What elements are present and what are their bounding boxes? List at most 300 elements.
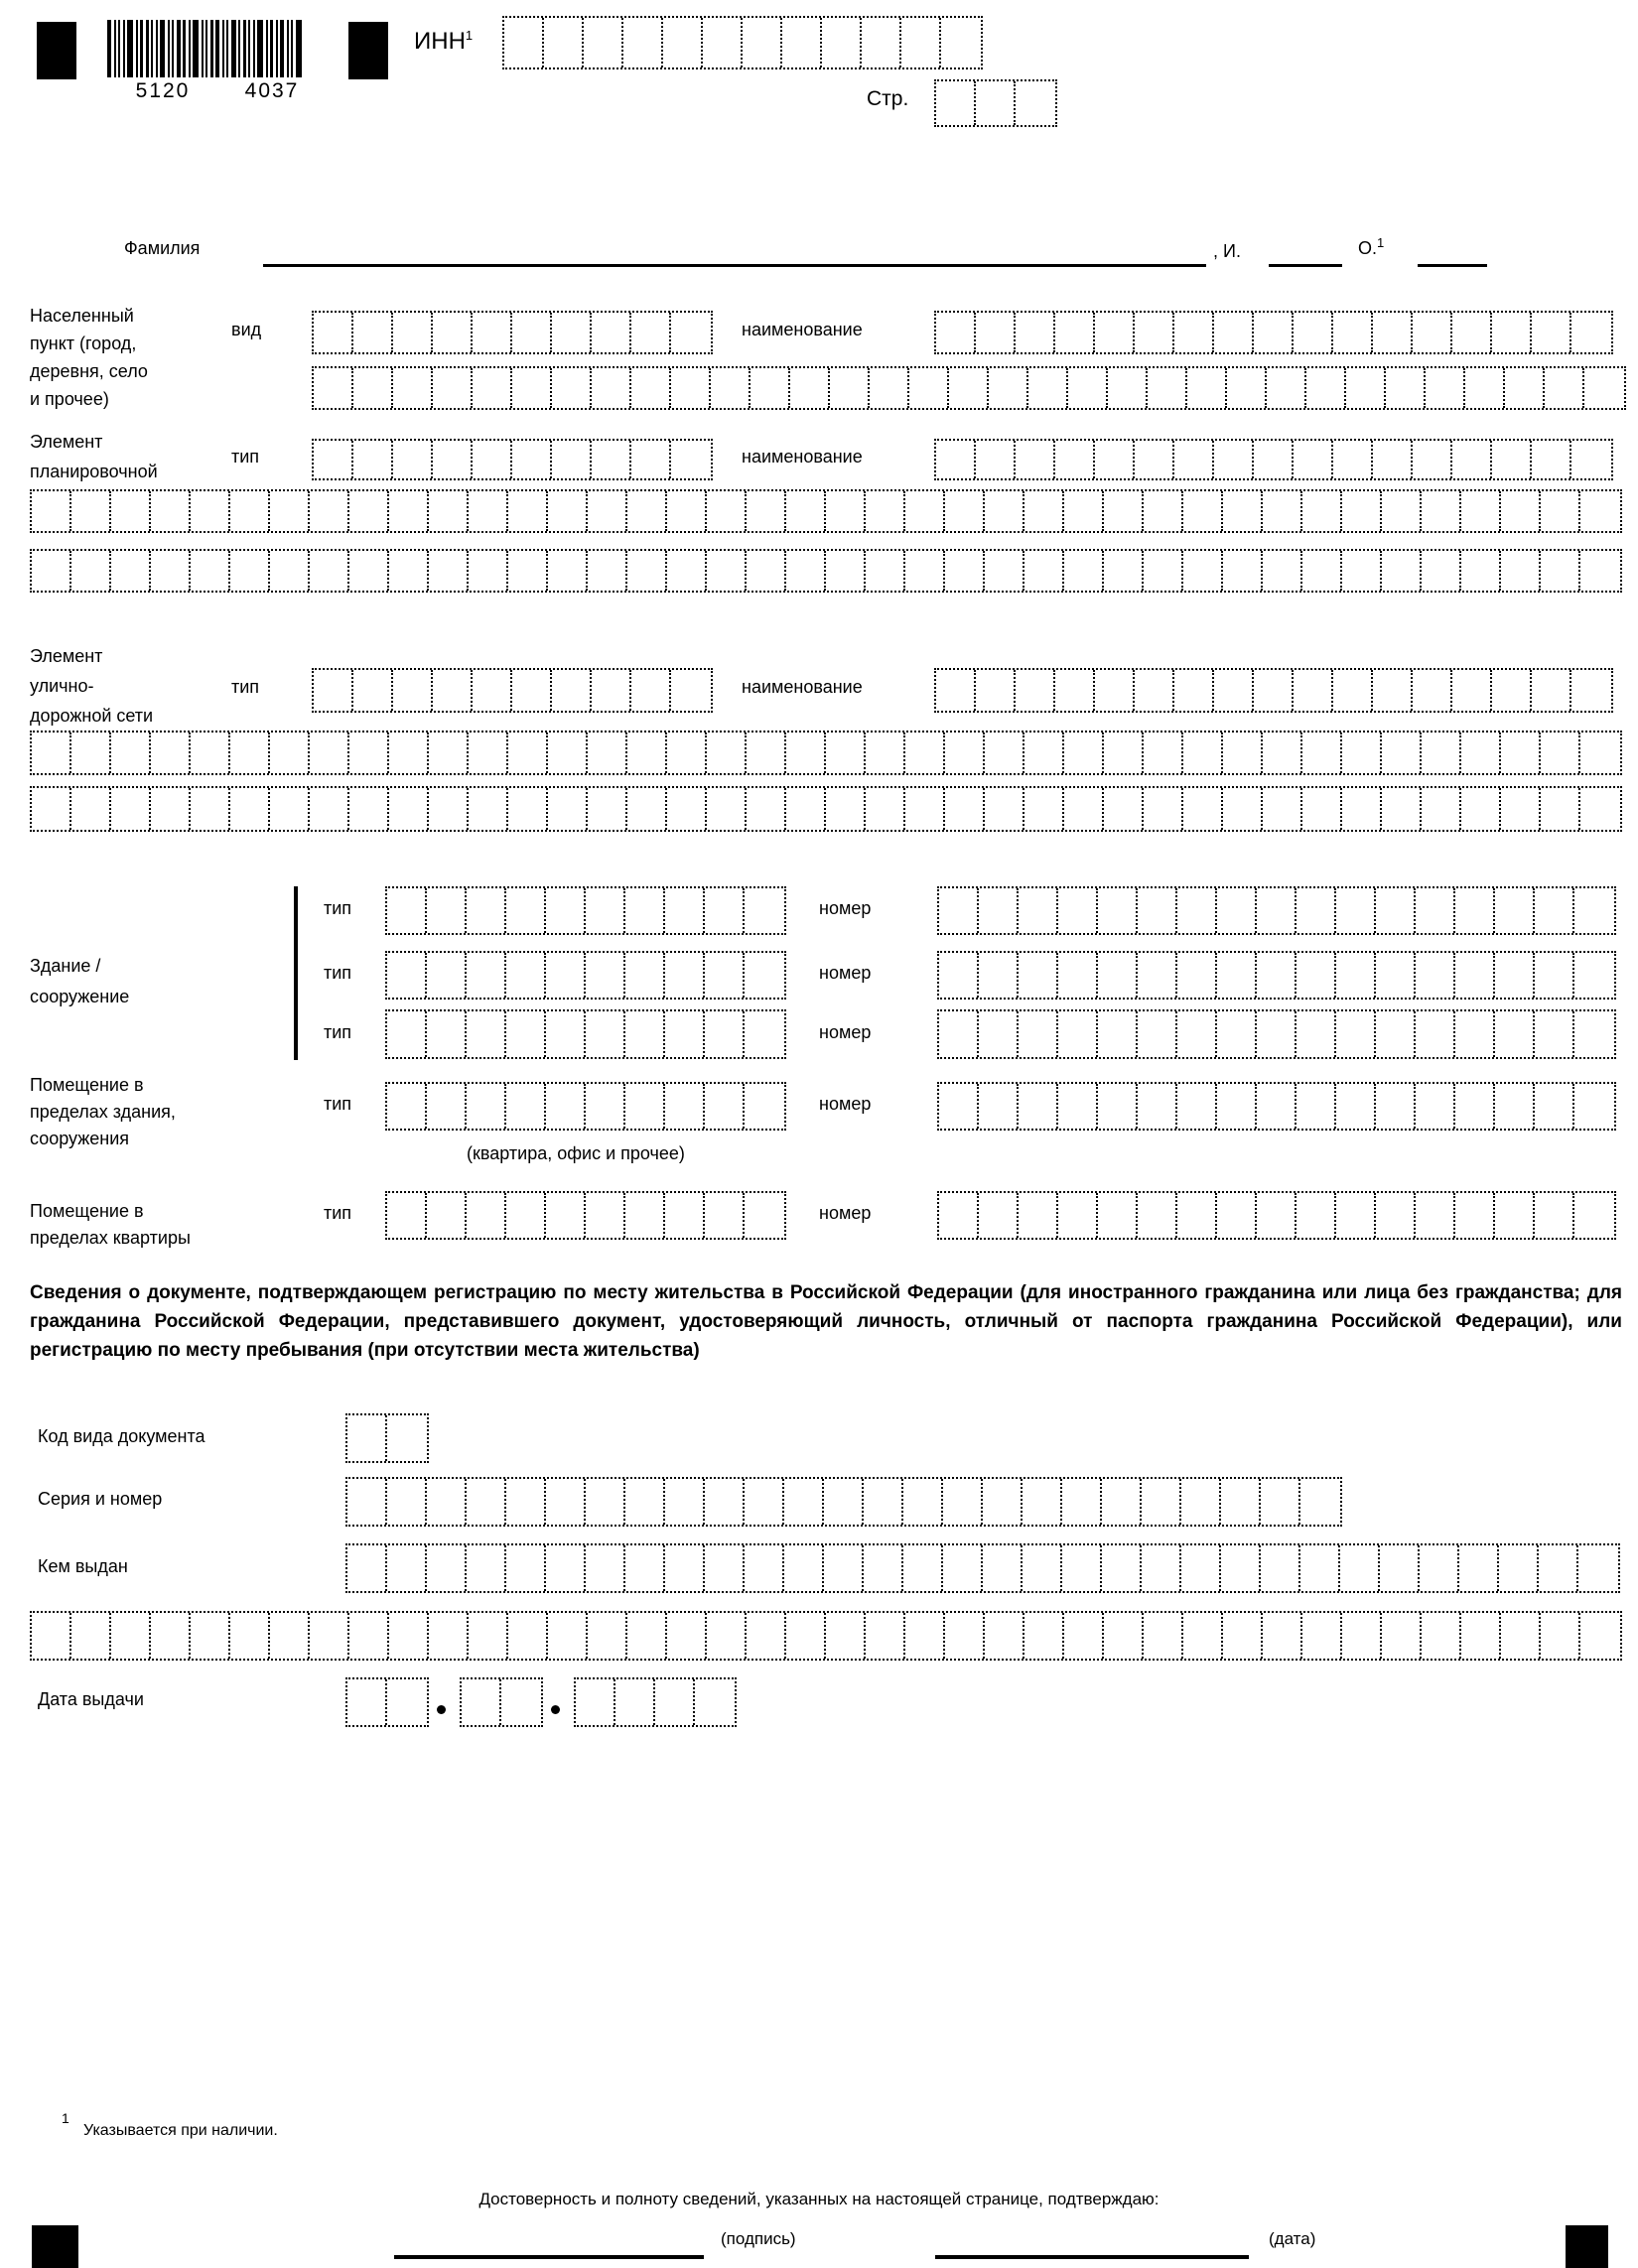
planning-cont2-cells-cell[interactable] <box>826 551 866 591</box>
premises-flat-num-cells-cell[interactable] <box>1177 1193 1217 1238</box>
doc-cont-cells-cell[interactable] <box>1422 1613 1461 1659</box>
doc-issuer-cells-cell[interactable] <box>1261 1545 1300 1591</box>
planning-cont2-cells-cell[interactable] <box>1422 551 1461 591</box>
planning-cont2-cells-cell[interactable] <box>429 551 469 591</box>
building-num1-cells-cell[interactable] <box>1574 888 1614 933</box>
planning-cont2-cells-cell[interactable] <box>310 551 349 591</box>
doc-issuer-cells-cell[interactable] <box>705 1545 745 1591</box>
street-cont1-cells-cell[interactable] <box>469 733 508 773</box>
street-cont1-cells-cell[interactable] <box>866 733 905 773</box>
inn-cells-cell[interactable] <box>663 18 703 67</box>
settlement-cont-cells-cell[interactable] <box>393 368 433 408</box>
premises-flat-num-cells-cell[interactable] <box>939 1193 979 1238</box>
planning-cont2-cells-cell[interactable] <box>588 551 627 591</box>
doc-cont-cells-cell[interactable] <box>310 1613 349 1659</box>
planning-tip-cells-cell[interactable] <box>314 441 353 478</box>
doc-series-cells-cell[interactable] <box>1023 1479 1062 1525</box>
doc-issuer-cells-cell[interactable] <box>467 1545 506 1591</box>
doc-cont-cells-cell[interactable] <box>1580 1613 1620 1659</box>
doc-cont-cells-cell[interactable] <box>747 1613 786 1659</box>
doc-series-cells-cell[interactable] <box>546 1479 586 1525</box>
premises-flat-num-cells-cell[interactable] <box>1217 1193 1257 1238</box>
planning-cont1-cells-cell[interactable] <box>1223 491 1263 531</box>
street-tip-cells-cell[interactable] <box>393 670 433 711</box>
doc-cont-cells-cell[interactable] <box>1144 1613 1183 1659</box>
doc-cont-cells-cell[interactable] <box>627 1613 667 1659</box>
str-cells-cell[interactable] <box>976 81 1016 125</box>
doc-series-cells-cell[interactable] <box>427 1479 467 1525</box>
planning-cont1-cells-cell[interactable] <box>469 491 508 531</box>
street-tip-cells[interactable] <box>312 668 713 713</box>
street-cont1-cells-cell[interactable] <box>230 733 270 773</box>
planning-cont2-cells-cell[interactable] <box>1024 551 1064 591</box>
settlement-vid-cells-cell[interactable] <box>433 313 473 352</box>
building-tip1-cells-cell[interactable] <box>625 888 665 933</box>
inn-cells-cell[interactable] <box>862 18 901 67</box>
planning-cont1-cells[interactable] <box>30 489 1622 533</box>
doc-cont-cells-cell[interactable] <box>786 1613 826 1659</box>
signature-input-line[interactable] <box>394 2255 704 2259</box>
building-num3-cells-cell[interactable] <box>1535 1011 1574 1057</box>
doc-series-cells-cell[interactable] <box>665 1479 705 1525</box>
street-cont2-cells-cell[interactable] <box>1223 788 1263 830</box>
planning-cont2-cells-cell[interactable] <box>1342 551 1382 591</box>
settlement-cont-cells-cell[interactable] <box>1148 368 1187 408</box>
street-cont2-cells-cell[interactable] <box>905 788 945 830</box>
doc-series-cells-cell[interactable] <box>1102 1479 1142 1525</box>
planning-cont1-cells-cell[interactable] <box>191 491 230 531</box>
building-num1-cells-cell[interactable] <box>1535 888 1574 933</box>
building-tip2-cells-cell[interactable] <box>546 953 586 998</box>
planning-tip-cells-cell[interactable] <box>552 441 592 478</box>
settlement-cont-cells-cell[interactable] <box>433 368 473 408</box>
planning-name-cells-cell[interactable] <box>1016 441 1055 478</box>
street-tip-cells-cell[interactable] <box>314 670 353 711</box>
street-cont1-cells-cell[interactable] <box>1580 733 1620 773</box>
doc-issuer-cells-cell[interactable] <box>1221 1545 1261 1591</box>
street-name-cells-cell[interactable] <box>1016 670 1055 711</box>
doc-series-cells-cell[interactable] <box>864 1479 903 1525</box>
planning-cont2-cells-cell[interactable] <box>866 551 905 591</box>
street-cont1-cells-cell[interactable] <box>429 733 469 773</box>
building-num2-cells-cell[interactable] <box>1336 953 1376 998</box>
street-cont2-cells-cell[interactable] <box>1422 788 1461 830</box>
street-name-cells-cell[interactable] <box>1095 670 1135 711</box>
premises-building-tip-cells-cell[interactable] <box>665 1084 705 1129</box>
premises-flat-num-cells-cell[interactable] <box>1535 1193 1574 1238</box>
doc-series-cells-cell[interactable] <box>1261 1479 1300 1525</box>
building-tip3-cells-cell[interactable] <box>427 1011 467 1057</box>
settlement-name-cells-cell[interactable] <box>1492 313 1532 352</box>
street-name-cells-cell[interactable] <box>1373 670 1413 711</box>
settlement-name-cells-cell[interactable] <box>936 313 976 352</box>
premises-building-num-cells-cell[interactable] <box>979 1084 1019 1129</box>
planning-name-cells-cell[interactable] <box>1294 441 1333 478</box>
doc-cont-cells-cell[interactable] <box>985 1613 1024 1659</box>
planning-name-cells-cell[interactable] <box>1413 441 1452 478</box>
doc-issuer-cells-cell[interactable] <box>983 1545 1023 1591</box>
doc-issuer-cells-cell[interactable] <box>1380 1545 1420 1591</box>
issue-date-year-cells-cell[interactable] <box>695 1679 735 1725</box>
doc-issuer-cells-cell[interactable] <box>1142 1545 1181 1591</box>
planning-cont1-cells-cell[interactable] <box>1382 491 1422 531</box>
street-cont1-cells-cell[interactable] <box>1541 733 1580 773</box>
premises-building-num-cells-cell[interactable] <box>1495 1084 1535 1129</box>
building-num2-cells-cell[interactable] <box>1574 953 1614 998</box>
settlement-cont-cells-cell[interactable] <box>790 368 830 408</box>
doc-cont-cells-cell[interactable] <box>1024 1613 1064 1659</box>
settlement-cont-cells-cell[interactable] <box>592 368 631 408</box>
planning-cont2-cells-cell[interactable] <box>1104 551 1144 591</box>
street-cont2-cells-cell[interactable] <box>1144 788 1183 830</box>
building-num3-cells-cell[interactable] <box>1416 1011 1455 1057</box>
street-cont2-cells-cell[interactable] <box>866 788 905 830</box>
street-name-cells-cell[interactable] <box>1492 670 1532 711</box>
settlement-cont-cells-cell[interactable] <box>1267 368 1306 408</box>
street-cont2-cells-cell[interactable] <box>1461 788 1501 830</box>
doc-cont-cells-cell[interactable] <box>548 1613 588 1659</box>
street-cont2-cells-cell[interactable] <box>1501 788 1541 830</box>
street-cont2-cells-cell[interactable] <box>111 788 151 830</box>
doc-cont-cells-cell[interactable] <box>1302 1613 1342 1659</box>
street-cont1-cells-cell[interactable] <box>1263 733 1302 773</box>
doc-series-cells-cell[interactable] <box>1142 1479 1181 1525</box>
settlement-cont-cells-cell[interactable] <box>1584 368 1624 408</box>
building-tip3-cells-cell[interactable] <box>506 1011 546 1057</box>
settlement-cont-cells-cell[interactable] <box>552 368 592 408</box>
planning-cont2-cells-cell[interactable] <box>747 551 786 591</box>
planning-cont2-cells-cell[interactable] <box>349 551 389 591</box>
settlement-name-cells-cell[interactable] <box>1174 313 1214 352</box>
street-cont1-cells-cell[interactable] <box>905 733 945 773</box>
doc-series-cells-cell[interactable] <box>784 1479 824 1525</box>
doc-issuer-cells-cell[interactable] <box>1062 1545 1102 1591</box>
building-num2-cells-cell[interactable] <box>1217 953 1257 998</box>
premises-building-tip-cells-cell[interactable] <box>467 1084 506 1129</box>
doc-issuer-cells-cell[interactable] <box>1102 1545 1142 1591</box>
doc-cont-cells-cell[interactable] <box>389 1613 429 1659</box>
building-tip1-cells-cell[interactable] <box>546 888 586 933</box>
doc-issuer-cells-cell[interactable] <box>347 1545 387 1591</box>
planning-name-cells-cell[interactable] <box>1254 441 1294 478</box>
doc-series-cells[interactable] <box>345 1477 1342 1527</box>
street-cont2-cells-cell[interactable] <box>1104 788 1144 830</box>
building-num2-cells-cell[interactable] <box>1177 953 1217 998</box>
doc-series-cells-cell[interactable] <box>1062 1479 1102 1525</box>
doc-cont-cells-cell[interactable] <box>707 1613 747 1659</box>
premises-building-tip-cells-cell[interactable] <box>506 1084 546 1129</box>
first-initial-input-line[interactable] <box>1269 264 1342 267</box>
planning-name-cells-cell[interactable] <box>1135 441 1174 478</box>
premises-building-num-cells-cell[interactable] <box>1535 1084 1574 1129</box>
planning-name-cells-cell[interactable] <box>1492 441 1532 478</box>
street-cont1-cells-cell[interactable] <box>945 733 985 773</box>
street-name-cells-cell[interactable] <box>1413 670 1452 711</box>
street-cont2-cells-cell[interactable] <box>230 788 270 830</box>
doc-code-cells-cell[interactable] <box>387 1415 427 1461</box>
building-tip1-cells-cell[interactable] <box>387 888 427 933</box>
premises-flat-num-cells-cell[interactable] <box>1376 1193 1416 1238</box>
building-num1-cells-cell[interactable] <box>939 888 979 933</box>
street-cont2-cells-cell[interactable] <box>1064 788 1104 830</box>
street-name-cells-cell[interactable] <box>1294 670 1333 711</box>
building-num2-cells-cell[interactable] <box>1257 953 1297 998</box>
str-cells[interactable] <box>934 79 1057 127</box>
surname-input-line[interactable] <box>263 264 1206 267</box>
building-tip3-cells-cell[interactable] <box>745 1011 784 1057</box>
street-cont1-cells-cell[interactable] <box>191 733 230 773</box>
building-num3-cells-cell[interactable] <box>1217 1011 1257 1057</box>
building-num1-cells-cell[interactable] <box>1138 888 1177 933</box>
street-tip-cells-cell[interactable] <box>473 670 512 711</box>
building-tip2-cells-cell[interactable] <box>427 953 467 998</box>
street-cont2-cells-cell[interactable] <box>1263 788 1302 830</box>
settlement-cont-cells-cell[interactable] <box>1346 368 1386 408</box>
issue-date-day-cells-cell[interactable] <box>387 1679 427 1725</box>
premises-flat-num-cells-cell[interactable] <box>1495 1193 1535 1238</box>
planning-cont2-cells-cell[interactable] <box>1263 551 1302 591</box>
premises-flat-num-cells-cell[interactable] <box>979 1193 1019 1238</box>
inn-cells[interactable] <box>502 16 983 69</box>
premises-flat-tip-cells-cell[interactable] <box>745 1193 784 1238</box>
planning-cont1-cells-cell[interactable] <box>1461 491 1501 531</box>
settlement-cont-cells-cell[interactable] <box>949 368 989 408</box>
building-tip2-cells-cell[interactable] <box>745 953 784 998</box>
street-cont1-cells-cell[interactable] <box>151 733 191 773</box>
doc-series-cells-cell[interactable] <box>824 1479 864 1525</box>
building-num3-cells[interactable] <box>937 1009 1616 1059</box>
building-num3-cells-cell[interactable] <box>1177 1011 1217 1057</box>
building-num2-cells-cell[interactable] <box>1416 953 1455 998</box>
building-tip2-cells-cell[interactable] <box>625 953 665 998</box>
doc-cont-cells-cell[interactable] <box>508 1613 548 1659</box>
inn-cells-cell[interactable] <box>901 18 941 67</box>
building-num3-cells-cell[interactable] <box>1455 1011 1495 1057</box>
street-cont2-cells-cell[interactable] <box>71 788 111 830</box>
planning-name-cells-cell[interactable] <box>1214 441 1254 478</box>
planning-cont2-cells-cell[interactable] <box>230 551 270 591</box>
settlement-cont-cells-cell[interactable] <box>314 368 353 408</box>
planning-tip-cells-cell[interactable] <box>631 441 671 478</box>
street-name-cells-cell[interactable] <box>1174 670 1214 711</box>
premises-flat-num-cells-cell[interactable] <box>1058 1193 1098 1238</box>
settlement-cont-cells-cell[interactable] <box>1227 368 1267 408</box>
premises-flat-num-cells-cell[interactable] <box>1455 1193 1495 1238</box>
doc-issuer-cells-cell[interactable] <box>1340 1545 1380 1591</box>
settlement-cont-cells-cell[interactable] <box>1068 368 1108 408</box>
inn-cells-cell[interactable] <box>584 18 623 67</box>
street-tip-cells-cell[interactable] <box>433 670 473 711</box>
street-cont1-cells-cell[interactable] <box>588 733 627 773</box>
doc-code-cells[interactable] <box>345 1413 429 1463</box>
planning-cont1-cells-cell[interactable] <box>667 491 707 531</box>
planning-cont2-cells-cell[interactable] <box>389 551 429 591</box>
street-cont2-cells-cell[interactable] <box>1580 788 1620 830</box>
planning-cont1-cells-cell[interactable] <box>548 491 588 531</box>
doc-issuer-cells[interactable] <box>345 1543 1620 1593</box>
settlement-cont-cells-cell[interactable] <box>671 368 711 408</box>
doc-cont-cells-cell[interactable] <box>469 1613 508 1659</box>
doc-cont-cells-cell[interactable] <box>111 1613 151 1659</box>
doc-series-cells-cell[interactable] <box>943 1479 983 1525</box>
doc-issuer-cells-cell[interactable] <box>943 1545 983 1591</box>
planning-cont1-cells-cell[interactable] <box>627 491 667 531</box>
building-tip2-cells-cell[interactable] <box>586 953 625 998</box>
street-cont1-cells-cell[interactable] <box>389 733 429 773</box>
planning-cont2-cells-cell[interactable] <box>270 551 310 591</box>
doc-cont-cells-cell[interactable] <box>1183 1613 1223 1659</box>
settlement-name-cells-cell[interactable] <box>1373 313 1413 352</box>
street-cont1-cells-cell[interactable] <box>1024 733 1064 773</box>
street-cont2-cells-cell[interactable] <box>1183 788 1223 830</box>
settlement-name-cells-cell[interactable] <box>1016 313 1055 352</box>
settlement-name-cells-cell[interactable] <box>1254 313 1294 352</box>
planning-name-cells-cell[interactable] <box>1532 441 1571 478</box>
premises-building-num-cells[interactable] <box>937 1082 1616 1131</box>
street-cont1-cells-cell[interactable] <box>985 733 1024 773</box>
planning-cont2-cells-cell[interactable] <box>1580 551 1620 591</box>
premises-building-num-cells-cell[interactable] <box>1019 1084 1058 1129</box>
premises-flat-num-cells-cell[interactable] <box>1297 1193 1336 1238</box>
settlement-cont-cells-cell[interactable] <box>1505 368 1545 408</box>
planning-cont2-cells-cell[interactable] <box>1064 551 1104 591</box>
planning-tip-cells[interactable] <box>312 439 713 480</box>
doc-series-cells-cell[interactable] <box>903 1479 943 1525</box>
premises-flat-num-cells-cell[interactable] <box>1336 1193 1376 1238</box>
settlement-cont-cells-cell[interactable] <box>989 368 1028 408</box>
street-cont1-cells-cell[interactable] <box>1104 733 1144 773</box>
doc-cont-cells-cell[interactable] <box>1342 1613 1382 1659</box>
doc-series-cells-cell[interactable] <box>586 1479 625 1525</box>
street-cont1-cells-cell[interactable] <box>310 733 349 773</box>
doc-cont-cells-cell[interactable] <box>349 1613 389 1659</box>
building-tip2-cells-cell[interactable] <box>665 953 705 998</box>
street-cont1-cells-cell[interactable] <box>826 733 866 773</box>
doc-cont-cells-cell[interactable] <box>945 1613 985 1659</box>
building-num3-cells-cell[interactable] <box>1297 1011 1336 1057</box>
planning-cont1-cells-cell[interactable] <box>1541 491 1580 531</box>
planning-cont1-cells-cell[interactable] <box>151 491 191 531</box>
building-tip3-cells-cell[interactable] <box>387 1011 427 1057</box>
settlement-cont-cells-cell[interactable] <box>1465 368 1505 408</box>
street-cont2-cells-cell[interactable] <box>151 788 191 830</box>
building-tip2-cells[interactable] <box>385 951 786 1000</box>
building-tip3-cells-cell[interactable] <box>586 1011 625 1057</box>
str-cells-cell[interactable] <box>1016 81 1055 125</box>
inn-cells-cell[interactable] <box>623 18 663 67</box>
building-num2-cells[interactable] <box>937 951 1616 1000</box>
settlement-name-cells-cell[interactable] <box>1214 313 1254 352</box>
premises-building-tip-cells[interactable] <box>385 1082 786 1131</box>
inn-cells-cell[interactable] <box>822 18 862 67</box>
premises-flat-num-cells-cell[interactable] <box>1574 1193 1614 1238</box>
issue-date-day-cells-cell[interactable] <box>347 1679 387 1725</box>
planning-cont2-cells-cell[interactable] <box>707 551 747 591</box>
premises-building-num-cells-cell[interactable] <box>1574 1084 1614 1129</box>
planning-cont1-cells-cell[interactable] <box>1580 491 1620 531</box>
planning-cont1-cells-cell[interactable] <box>1302 491 1342 531</box>
settlement-vid-cells[interactable] <box>312 311 713 354</box>
planning-cont2-cells-cell[interactable] <box>191 551 230 591</box>
doc-issuer-cells-cell[interactable] <box>784 1545 824 1591</box>
premises-building-num-cells-cell[interactable] <box>1058 1084 1098 1129</box>
doc-series-cells-cell[interactable] <box>625 1479 665 1525</box>
street-cont1-cells-cell[interactable] <box>32 733 71 773</box>
inn-cells-cell[interactable] <box>782 18 822 67</box>
doc-series-cells-cell[interactable] <box>506 1479 546 1525</box>
doc-cont-cells-cell[interactable] <box>32 1613 71 1659</box>
street-cont1-cells-cell[interactable] <box>349 733 389 773</box>
building-tip1-cells-cell[interactable] <box>705 888 745 933</box>
street-cont1-cells-cell[interactable] <box>508 733 548 773</box>
doc-issuer-cells-cell[interactable] <box>427 1545 467 1591</box>
doc-cont-cells-cell[interactable] <box>1541 1613 1580 1659</box>
planning-cont2-cells-cell[interactable] <box>667 551 707 591</box>
doc-series-cells-cell[interactable] <box>745 1479 784 1525</box>
planning-cont2-cells-cell[interactable] <box>1382 551 1422 591</box>
premises-flat-tip-cells-cell[interactable] <box>387 1193 427 1238</box>
building-tip2-cells-cell[interactable] <box>387 953 427 998</box>
building-num1-cells-cell[interactable] <box>1257 888 1297 933</box>
settlement-vid-cells-cell[interactable] <box>592 313 631 352</box>
building-tip1-cells-cell[interactable] <box>745 888 784 933</box>
doc-series-cells-cell[interactable] <box>1300 1479 1340 1525</box>
doc-issuer-cells-cell[interactable] <box>387 1545 427 1591</box>
street-cont1-cells-cell[interactable] <box>111 733 151 773</box>
planning-cont1-cells-cell[interactable] <box>1144 491 1183 531</box>
street-cont1-cells-cell[interactable] <box>1342 733 1382 773</box>
settlement-name-cells-cell[interactable] <box>1532 313 1571 352</box>
building-num3-cells-cell[interactable] <box>1019 1011 1058 1057</box>
planning-cont2-cells-cell[interactable] <box>548 551 588 591</box>
planning-cont2-cells-cell[interactable] <box>32 551 71 591</box>
planning-cont2-cells-cell[interactable] <box>1501 551 1541 591</box>
street-cont1-cells-cell[interactable] <box>71 733 111 773</box>
building-num1-cells-cell[interactable] <box>1455 888 1495 933</box>
doc-cont-cells-cell[interactable] <box>905 1613 945 1659</box>
str-cells-cell[interactable] <box>936 81 976 125</box>
planning-cont2-cells-cell[interactable] <box>469 551 508 591</box>
planning-cont1-cells-cell[interactable] <box>71 491 111 531</box>
building-num2-cells-cell[interactable] <box>1376 953 1416 998</box>
planning-cont2-cells-cell[interactable] <box>1302 551 1342 591</box>
issue-date-day-cells[interactable] <box>345 1677 429 1727</box>
building-tip1-cells-cell[interactable] <box>586 888 625 933</box>
planning-tip-cells-cell[interactable] <box>433 441 473 478</box>
street-name-cells-cell[interactable] <box>1214 670 1254 711</box>
street-cont2-cells-cell[interactable] <box>588 788 627 830</box>
settlement-vid-cells-cell[interactable] <box>512 313 552 352</box>
doc-issuer-cells-cell[interactable] <box>824 1545 864 1591</box>
premises-building-num-cells-cell[interactable] <box>1297 1084 1336 1129</box>
planning-tip-cells-cell[interactable] <box>671 441 711 478</box>
settlement-vid-cells-cell[interactable] <box>671 313 711 352</box>
settlement-name-cells[interactable] <box>934 311 1613 354</box>
settlement-cont-cells-cell[interactable] <box>870 368 909 408</box>
building-tip2-cells-cell[interactable] <box>705 953 745 998</box>
building-num2-cells-cell[interactable] <box>1019 953 1058 998</box>
settlement-cont-cells-cell[interactable] <box>631 368 671 408</box>
building-num2-cells-cell[interactable] <box>1455 953 1495 998</box>
building-tip3-cells-cell[interactable] <box>705 1011 745 1057</box>
street-cont2-cells-cell[interactable] <box>1382 788 1422 830</box>
settlement-cont-cells-cell[interactable] <box>1187 368 1227 408</box>
doc-cont-cells-cell[interactable] <box>667 1613 707 1659</box>
building-num1-cells-cell[interactable] <box>1217 888 1257 933</box>
building-tip1-cells-cell[interactable] <box>467 888 506 933</box>
premises-flat-num-cells-cell[interactable] <box>1098 1193 1138 1238</box>
building-num1-cells-cell[interactable] <box>979 888 1019 933</box>
